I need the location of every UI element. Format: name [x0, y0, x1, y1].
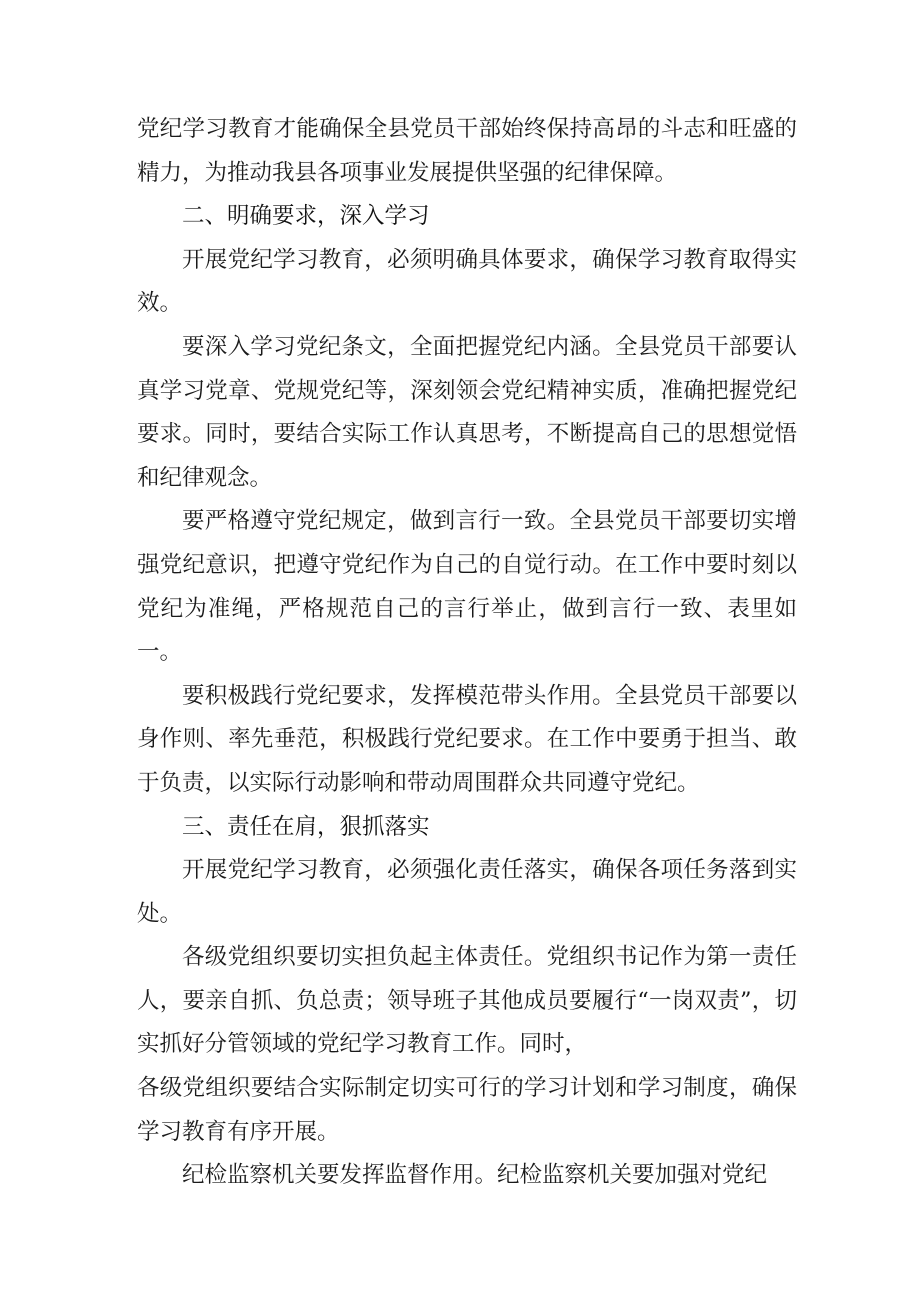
- paragraph: 要积极践行党纪要求，发挥模范带头作用。全县党员干部要以身作则、率先垂范，积极践行党纪要求。在工作中要勇于担当、敢于负责，以实际行动影响和带动周围群众共同遵守党纪。: [137, 682, 797, 796]
- paragraph: 开展党纪学习教育，必须明确具体要求，确保学习教育取得实效。: [137, 246, 797, 317]
- paragraph: 开展党纪学习教育，必须强化责任落实，确保各项任务落到实处。: [137, 857, 797, 927]
- paragraph: 各级党组织要切实担负起主体责任。党组织书记作为第一责任人，要亲自抓、负总责；领导班子其他成员要履行“一岗双责”，切实抓好分管领域的党纪学习教育工作。同时，: [137, 944, 797, 1058]
- paragraph: 党纪学习教育才能确保全县党员干部始终保持高昂的斗志和旺盛的精力，为推动我县各项事业发展提供坚强的纪律保障。: [137, 116, 797, 186]
- paragraph: 各级党组织要结合实际制定切实可行的学习计划和学习制度，确保学习教育有序开展。: [137, 1075, 797, 1145]
- document-body: [137, 108, 797, 1198]
- paragraph: 要深入学习党纪条文，全面把握党纪内涵。全县党员干部要认真学习党章、党规党纪等，深刻领会党纪精神实质，准确把握党纪要求。同时，要结合实际工作认真思考，不断提高自己的思想觉悟和纪律观念。: [137, 333, 797, 491]
- paragraph: 要严格遵守党纪规定，做到言行一致。全县党员干部要切实增强党纪意识，把遵守党纪作为自己的自觉行动。在工作中要时刻以党纪为准绳，严格规范自己的言行举止，做到言行一致、表里如一。: [137, 508, 797, 666]
- paragraph: 纪检监察机关要发挥监督作用。纪检监察机关要加强对党纪: [182, 1162, 768, 1189]
- section-heading: 三、责任在肩，狠抓落实: [182, 813, 430, 840]
- section-heading: 二、明确要求，深入学习: [182, 203, 430, 230]
